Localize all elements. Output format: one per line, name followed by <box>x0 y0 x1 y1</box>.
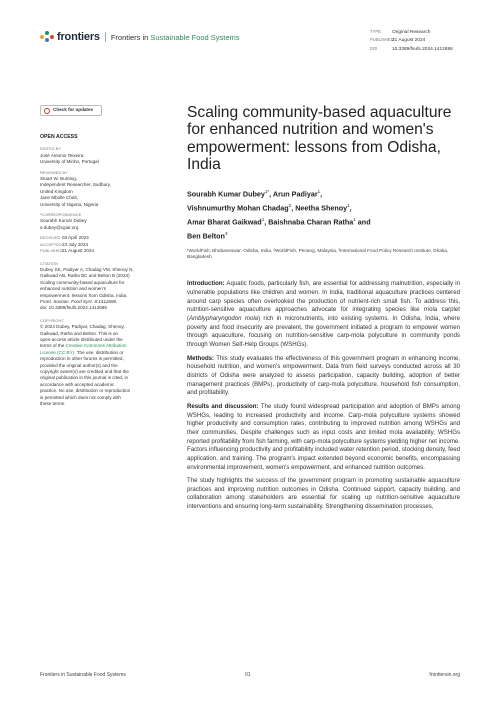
citation-doi-link[interactable]: doi: 10.3389/fsufs.2024.1412686 <box>40 305 107 311</box>
article-dates: RECEIVED 03 April 2024 ACCEPTED23 July 2024 PUBLISHED21 August 2024 <box>40 235 94 254</box>
author-line: Amar Bharat Gaikwad$^1$, Baishnaba Charan Ratha$^1$ and <box>187 216 371 226</box>
meta-published: PUBLISHED21 August 2024 <box>370 37 426 44</box>
license-link-cont[interactable]: License (CC BY). <box>40 349 76 355</box>
correspondence-label: *CORRESPONDENCE <box>40 212 82 218</box>
brand-name: frontiers <box>57 31 100 43</box>
meta-doi: DOI 10.3389/fsufs.2024.1412686 <box>370 45 453 52</box>
footer-journal: Frontiers in Sustainable Food Systems <box>40 672 126 678</box>
correspondence: Sourabh Kumar Dubey s.dubey@cgiar.org <box>40 218 165 231</box>
article-title: Scaling community-based aquaculture for enhanced nutrition and women's empowerment: lessons from Odisha, India <box>187 104 452 174</box>
doi-link[interactable]: 10.3389/fsufs.2024.1412686 <box>392 46 453 52</box>
author-name[interactable]: Vishnumurthy Mohan Chadag <box>187 203 289 212</box>
abstract-methods: Methods: This study evaluates the effectiveness of this government program in enhancing income, household nutrition, and women's empowerment. Data from field surveys conducted across all 30 districts of Odisha were analyzed to assess participation, capacity building, adoption of better management practices (BMPs), productivity of carp-mola polyculture, household fish consumption, and profitability. <box>187 354 460 397</box>
author-name[interactable]: Neetha Shenoy <box>295 203 348 212</box>
page-number: 01 <box>245 672 251 678</box>
affiliations: ¹WorldFish, Bhubaneswar, Odisha, India, ²WorldFish, Penang, Malaysia, ³International Food Policy Research Institute, Dhaka, Bangladesh <box>187 247 449 259</box>
edited-by: José Antonio Teixeira, University of Minho, Portugal <box>40 152 99 165</box>
author-line: Sourabh Kumar Dubey$^{1*}$, Arun Padiyar$^1$, <box>187 188 323 199</box>
brand-divider <box>105 32 106 42</box>
author-name[interactable]: Ben Belton <box>187 230 225 240</box>
check-updates-icon <box>44 108 50 114</box>
author-name[interactable]: Baishnaba Charan Ratha <box>268 216 354 226</box>
article-meta <box>370 28 453 53</box>
open-access-label: OPEN ACCESS <box>40 134 78 140</box>
journal-brand[interactable] <box>40 30 240 44</box>
check-updates-button[interactable]: Check for updates <box>40 105 102 116</box>
copyright-label: COPYRIGHT <box>40 317 64 323</box>
citation-label: CITATION <box>40 260 59 266</box>
citation: Dubey SK, Padiyar A, Chadag VM, Shenoy N, Gaikwad AB, Ratha BC and Belton B (2024) Scaling community-based aquaculture for enhanced nutrition and women's empowerment: lessons from Odisha, India. Front. Sustain. Food Syst. 8:1412686. doi: 10.3389/fsufs.2024.1412686 <box>40 267 165 312</box>
copyright: © 2024 Dubey, Padiyar, Chadag, Shenoy, Gaikwad, Ratha and Belton. This is an open-access article distributed under the terms of the Creative Commons Attribution License (CC BY). The use, distribution or reproduction in other forums is permitted, provided the original author(s) and the copyright owner(s) are credited and that the original publication in this journal is cited, in accordance with accepted academic practice. No use, distribution or reproduction is permitted which does not comply with these terms. <box>40 324 131 407</box>
abstract-closing: The study highlights the success of the government program in promoting sustainable aquaculture practices and improving nutrition outcomes in Odisha. Continued support, capacity building, and collaboration among stakeholders are essential for scaling up nutrition-sensitive aquaculture interventions and ensuring long-term sustainability. Strengthening dissemination processes, <box>187 477 460 511</box>
author-line: Ben Belton$^3$ <box>187 230 228 240</box>
article-sidebar <box>40 105 165 409</box>
abstract-introduction: Introduction: Aquatic foods, particularly fish, are essential for addressing malnutrition, especially in vulnerable populations like children and women. In India, traditional aquaculture practices centered around carp species often overlooked the production of nutrient-rich small fish. To address this, nutrition-sensitive aquaculture approaches advocate for integrating species like mola carplet (Amblypharyngodon mola) rich in micronutrients, into existing systems. In Odisha, India, where poverty and food insecurity are prevalent, the government initiated a program to empower women through aquaculture, focusing on nutrition-sensitive carp-mola polyculture in community ponds through Women Self-Help Groups (WSHGs). <box>187 280 461 348</box>
abstract-results: Results and discussion: The study found widespread participation and adoption of BMPs among WSHGs, leading to increased productivity and income. Carp-mola polyculture systems showed higher productivity and consumption rates, contributing to improved nutrition among WSHGs and their communities. Despite challenges such as input costs and limited mola availability, WSHGs reported profitability from fish farming, with carp-mola polyculture systems yielding higher net income. Factors influencing productivity and profitability included water retention period, stocking density, feed application, and training. The program's impact extended beyond economic benefits, encompassing environmental improvement, women's empowerment, and enhanced nutrition outcomes. <box>187 402 461 471</box>
page-header <box>40 28 460 50</box>
author-line: Vishnumurthy Mohan Chadag$^2$, Neetha Shenoy$^1$, <box>187 202 352 212</box>
author-name[interactable]: Amar Bharat Gaikwad <box>187 216 262 226</box>
meta-type: TYPE Original Research <box>370 29 431 35</box>
abstract <box>187 280 460 511</box>
reviewed-by-label: REVIEWED BY <box>40 169 68 175</box>
journal-prefix: Frontiers in <box>110 32 149 42</box>
frontiers-logo-icon <box>40 30 54 44</box>
author-name[interactable]: Arun Padiyar <box>272 189 318 199</box>
author-list <box>187 186 460 242</box>
reviewed-by: Stuart W. Bunting, Independent Researcher, Sudbury, United Kingdom Jane Mbolle Chah, University of Nigeria, Nigeria <box>40 176 111 207</box>
author-name[interactable]: Sourabh Kumar Dubey <box>187 189 265 199</box>
journal-name: Sustainable Food Systems <box>150 32 240 42</box>
article-main <box>187 104 460 517</box>
email-link[interactable]: s.dubey@cgiar.org <box>40 224 79 230</box>
edited-by-label: EDITED BY <box>40 146 62 152</box>
license-link[interactable]: Creative Commons Attribution <box>65 343 127 349</box>
footer-site-link[interactable]: frontiersin.org <box>429 672 460 678</box>
